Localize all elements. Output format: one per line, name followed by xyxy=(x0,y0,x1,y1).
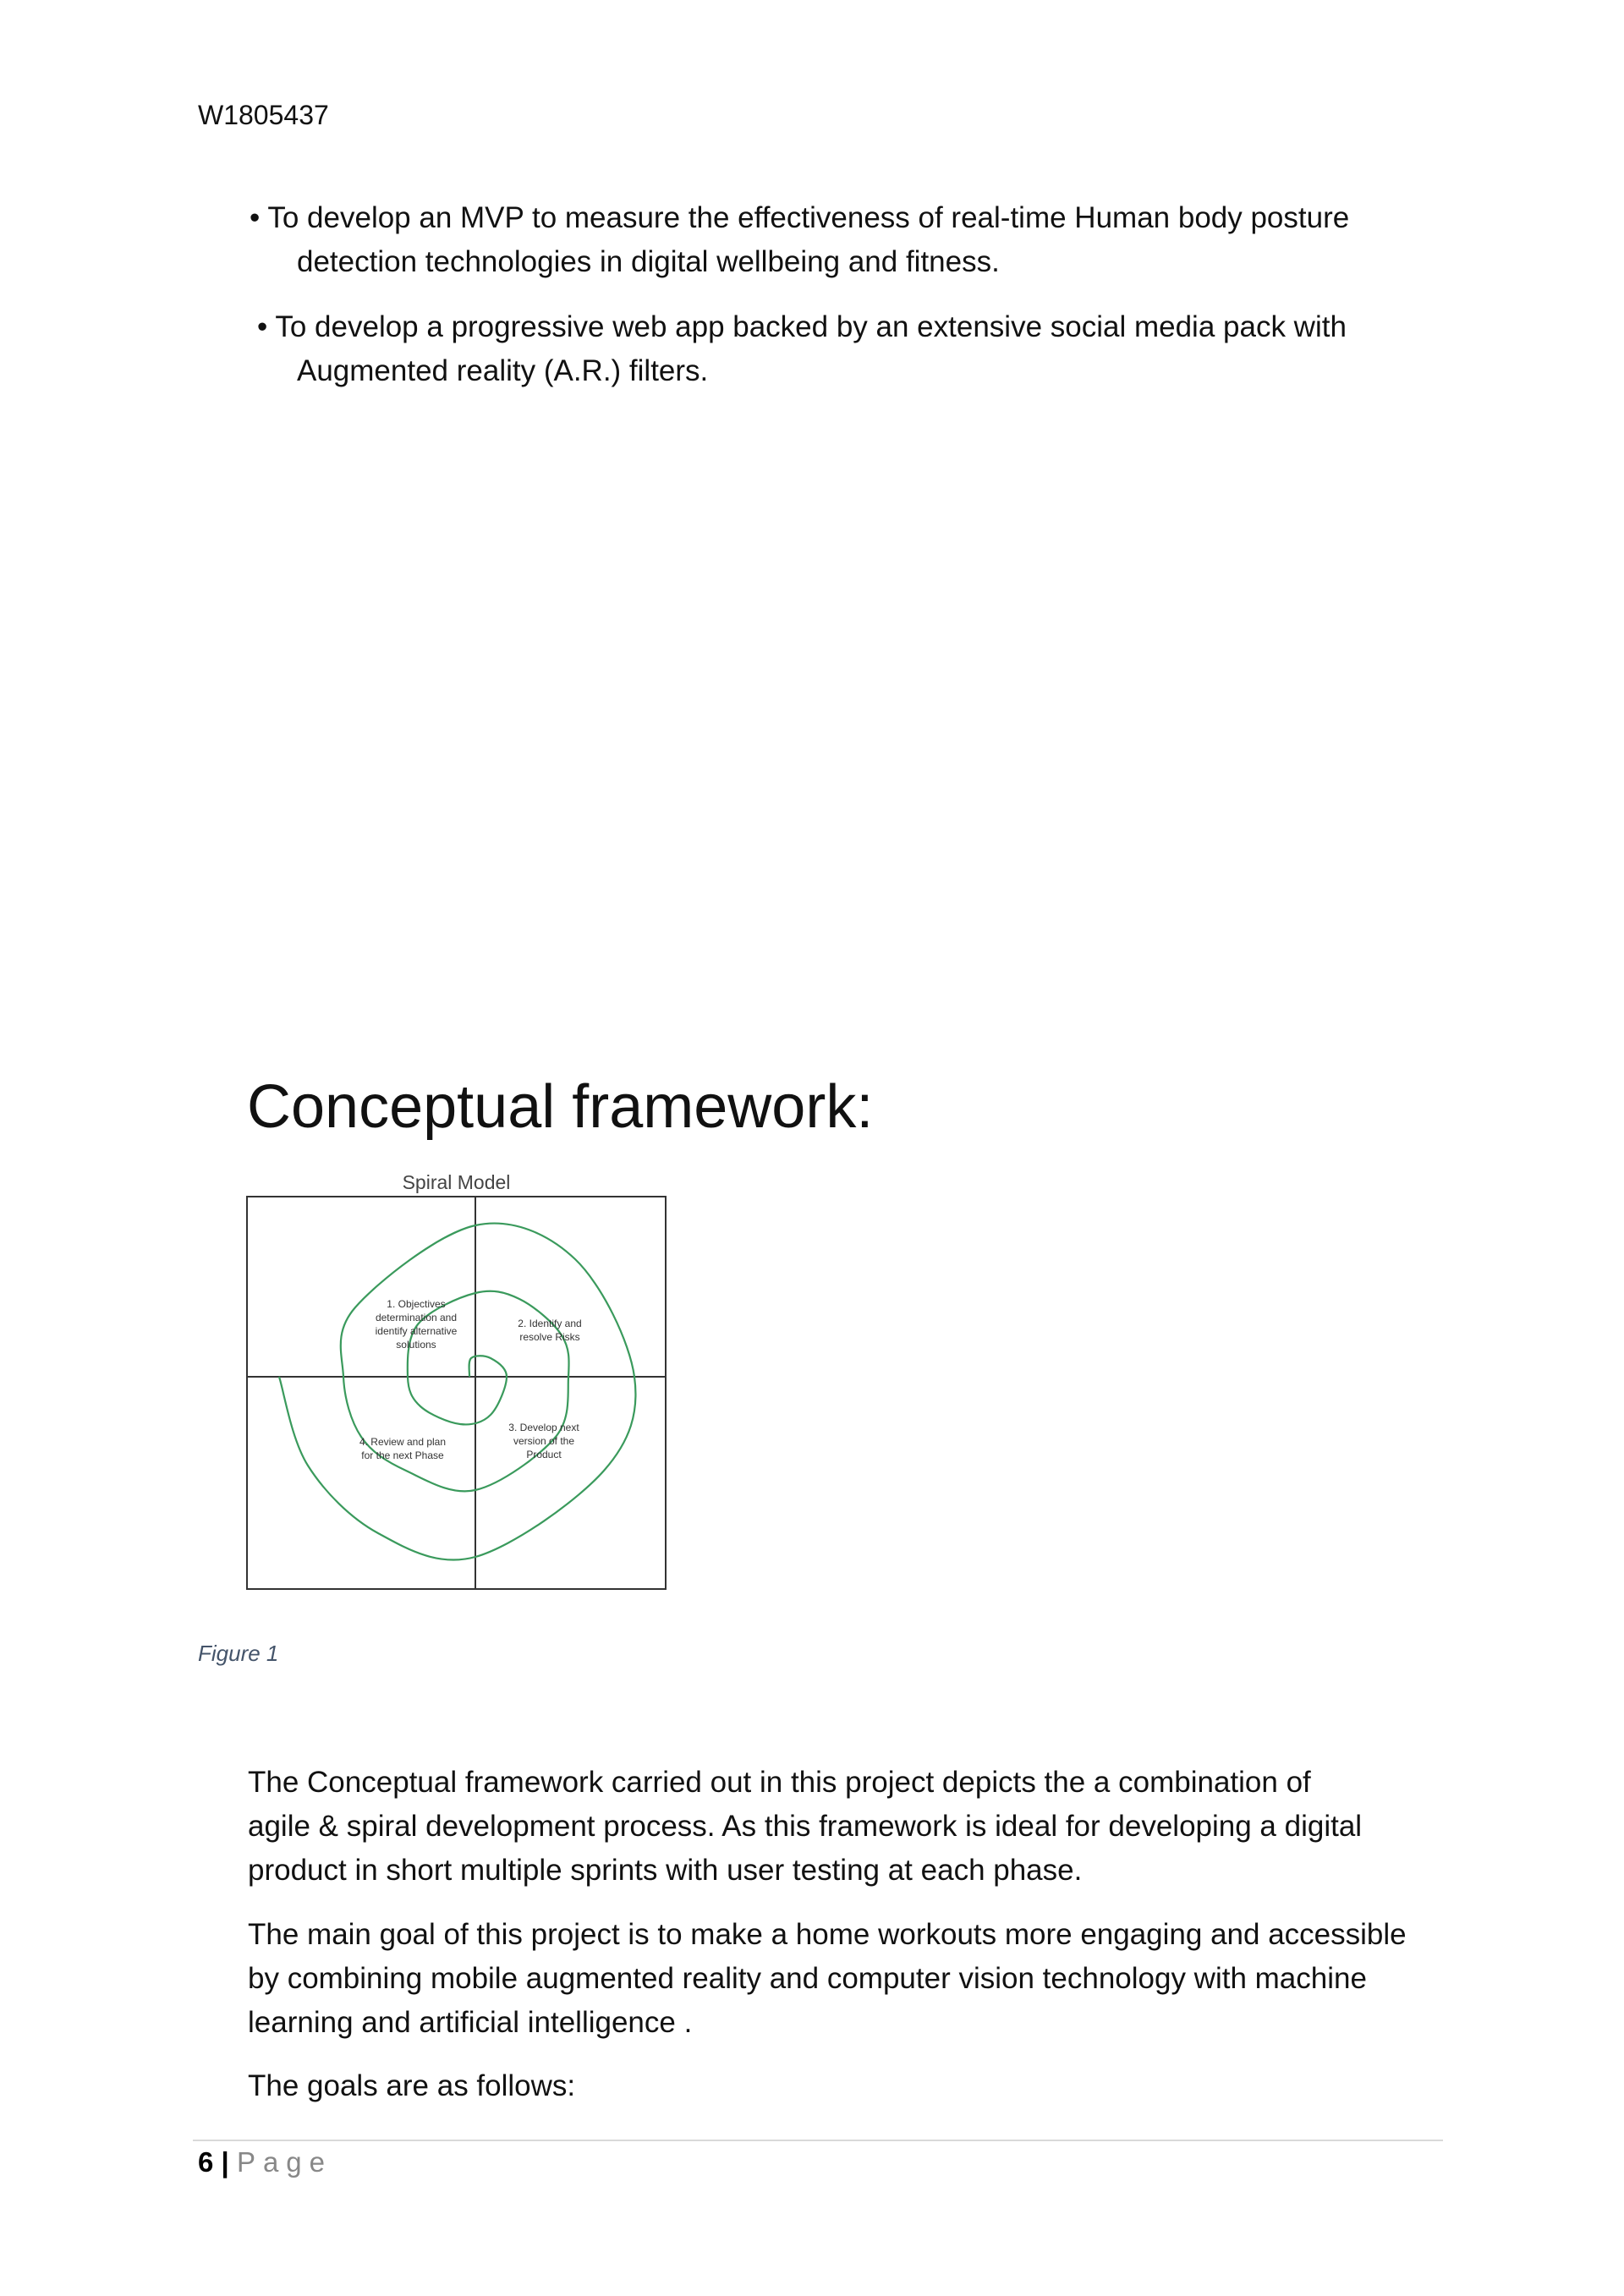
quadrant-label-objectives: 1. Objectives determination and identify alternative solutions xyxy=(375,1298,458,1351)
paragraph: The main goal of this project is to make a home workouts more engaging and accessible by combining mobile augmented reality and computer vision technology with machine learning and artificial intelligence . xyxy=(248,1918,1407,2039)
footer-separator: | xyxy=(221,2146,229,2178)
bullet-item xyxy=(257,305,1458,393)
bullet-text-line: To develop a progressive web app backed by an extensive social media pack with xyxy=(275,310,1347,343)
document-id: W1805437 xyxy=(198,100,329,130)
spiral-diagram-svg xyxy=(246,1196,667,1590)
page-label: Page xyxy=(236,2146,333,2178)
bullet-marker: • xyxy=(257,310,268,343)
quadrant-label-develop: 3. Develop next version of the Product xyxy=(508,1422,579,1460)
bullet-text-line: detection technologies in digital wellbeing and fitness. xyxy=(297,245,1000,278)
page-number: 6 xyxy=(198,2146,214,2178)
diagram-frame xyxy=(247,1197,666,1589)
bullet-item xyxy=(250,196,1451,284)
bullet-text-line: To develop an MVP to measure the effectiveness of real-time Human body posture xyxy=(267,201,1350,234)
paragraph: The Conceptual framework carried out in this project depicts the a combination of agile & spiral development process. As this framework is ideal for developing a digital product in short multiple sprints with user testing at each phase. xyxy=(248,1766,1363,1887)
bullet-marker: • xyxy=(250,201,261,234)
figure-caption: Figure 1 xyxy=(198,1641,279,1666)
spiral-model-diagram xyxy=(246,1196,667,1590)
spiral-curve xyxy=(279,1224,635,1560)
paragraph: The goals are as follows: xyxy=(248,2069,576,2102)
quadrant-label-risks: 2. Identify and resolve Risks xyxy=(518,1318,582,1343)
quadrant-label-review: 4. Review and plan for the next Phase xyxy=(359,1436,447,1461)
section-heading: Conceptual framework: xyxy=(247,1073,874,1141)
diagram-title: Spiral Model xyxy=(402,1171,511,1193)
footer-divider xyxy=(193,2140,1443,2141)
page-footer xyxy=(198,2146,332,2178)
bullet-text-line: Augmented reality (A.R.) filters. xyxy=(297,354,709,387)
